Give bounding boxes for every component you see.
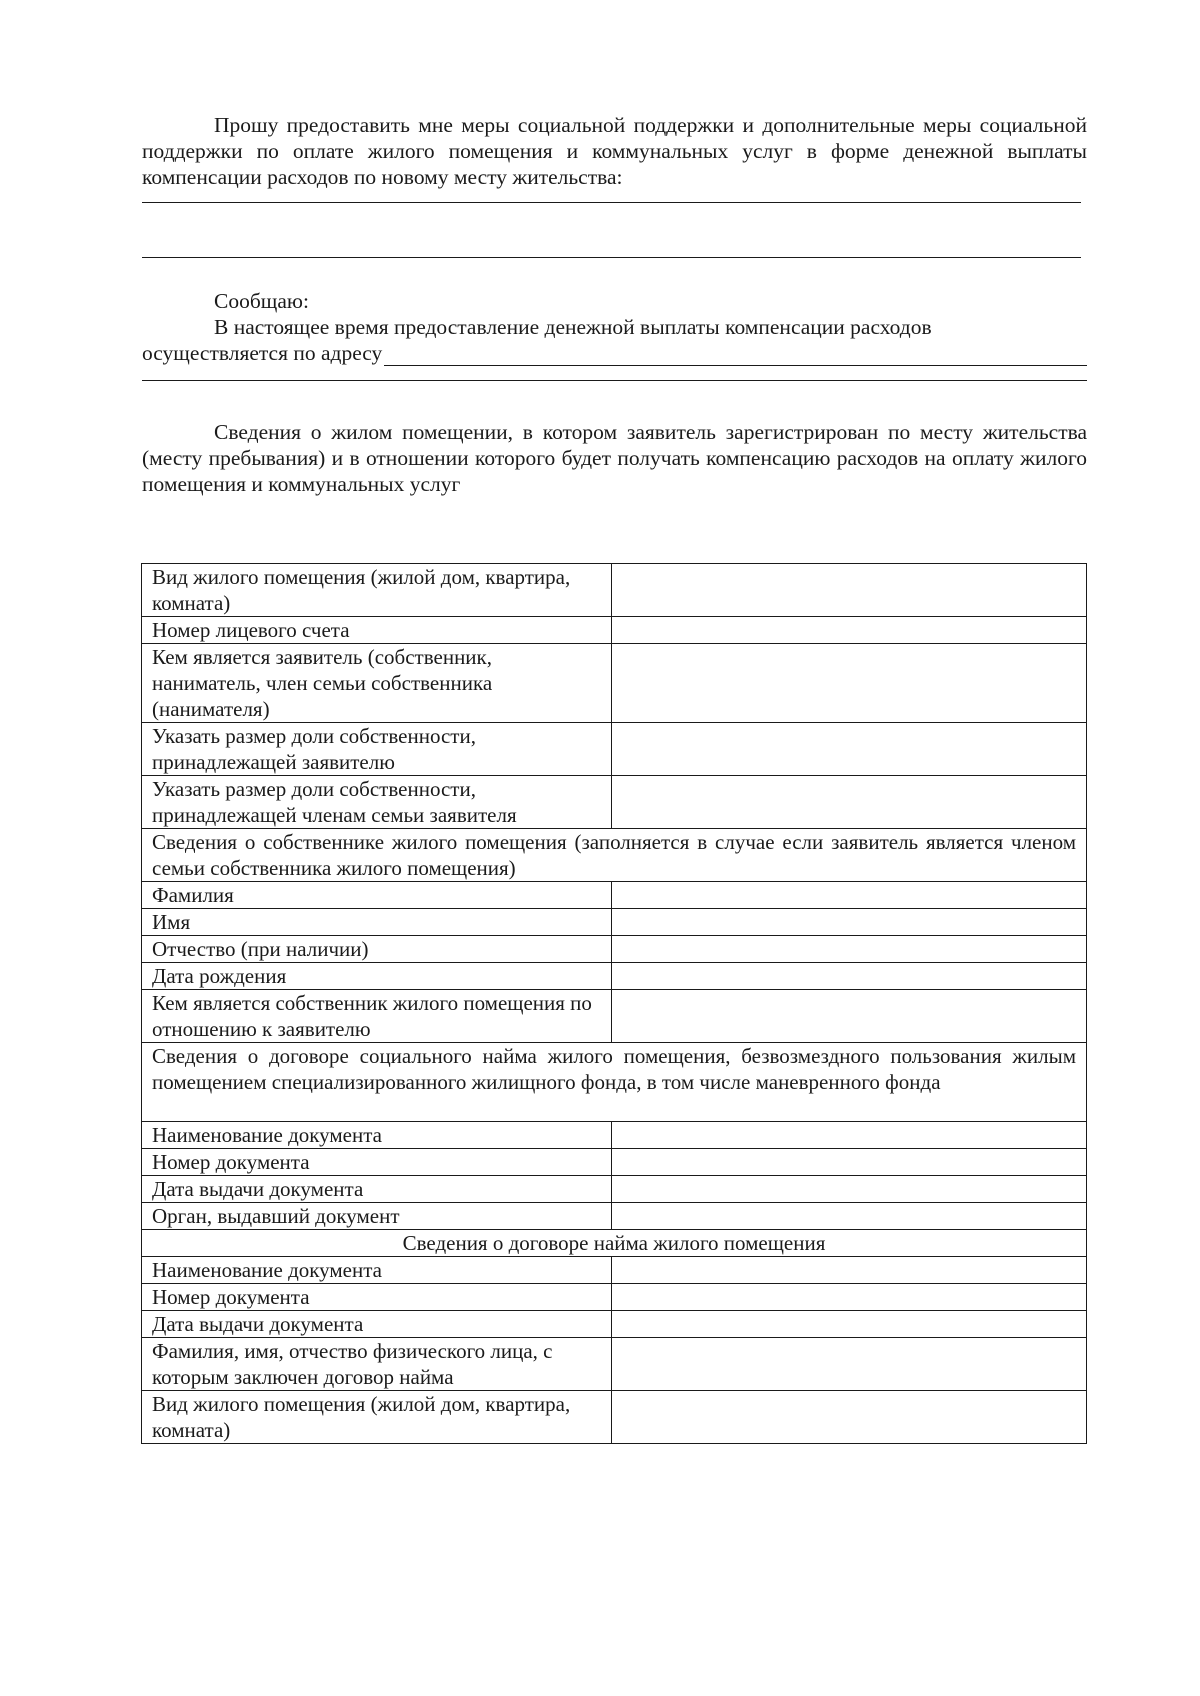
- form-body: [142, 112, 1087, 497]
- field-value-cell[interactable]: [611, 1176, 1086, 1203]
- field-label: Фамилия, имя, отчество физического лица, с которым заключен договор найма: [142, 1338, 612, 1391]
- field-label: Номер документа: [142, 1149, 612, 1176]
- field-label: Наименование документа: [142, 1122, 612, 1149]
- field-value-cell[interactable]: [611, 1338, 1086, 1391]
- field-label: Кем является заявитель (собственник, наниматель, член семьи собственника (нанимателя): [142, 644, 612, 723]
- housing-info-paragraph: Сведения о жилом помещении, в котором заявитель зарегистрирован по месту жительства (месту пребывания) и в отношении которого будет получать компенсацию расходов на оплату жилого помещения и коммунальных услуг: [142, 420, 1087, 496]
- table-row: [142, 1257, 1087, 1284]
- table-row: [142, 829, 1087, 882]
- field-value-cell[interactable]: [611, 617, 1086, 644]
- field-value-cell[interactable]: [611, 723, 1086, 776]
- field-label: Имя: [142, 909, 612, 936]
- field-label: Отчество (при наличии): [142, 936, 612, 963]
- report-paragraph: В настоящее время предоставление денежной выплаты компенсации расходов: [214, 315, 932, 339]
- current-address-label: осуществляется по адресу: [142, 341, 383, 365]
- table-row: [142, 1043, 1087, 1122]
- field-value-cell[interactable]: [611, 776, 1086, 829]
- field-value-cell[interactable]: [611, 882, 1086, 909]
- current-address-field[interactable]: [384, 345, 1087, 366]
- table-row: [142, 776, 1087, 829]
- field-value-cell[interactable]: [611, 1391, 1086, 1444]
- report-heading: Сообщаю:: [214, 289, 309, 313]
- table-row: [142, 1230, 1087, 1257]
- new-address-line-2[interactable]: [142, 257, 1081, 258]
- table-row: [142, 990, 1087, 1043]
- field-value-cell[interactable]: [611, 909, 1086, 936]
- table-row: [142, 1284, 1087, 1311]
- table-row: [142, 1176, 1087, 1203]
- field-label: Дата рождения: [142, 963, 612, 990]
- field-value-cell[interactable]: [611, 1203, 1086, 1230]
- field-label: Указать размер доли собственности, принадлежащей заявителю: [142, 723, 612, 776]
- field-value-cell[interactable]: [611, 990, 1086, 1043]
- current-address-line-2[interactable]: [142, 380, 1087, 381]
- field-label: Указать размер доли собственности, принадлежащей членам семьи заявителя: [142, 776, 612, 829]
- table-row: [142, 1203, 1087, 1230]
- field-label: Фамилия: [142, 882, 612, 909]
- request-paragraph: Прошу предоставить мне меры социальной поддержки и дополнительные меры социальной поддержки по оплате жилого помещения и коммунальных услуг в форме денежной выплаты компенсации расходов по новому месту жительства:: [142, 113, 1087, 189]
- field-label: Вид жилого помещения (жилой дом, квартира, комната): [142, 1391, 612, 1444]
- section-heading: Сведения о договоре найма жилого помещения: [142, 1230, 1087, 1257]
- table-row: [142, 1391, 1087, 1444]
- field-value-cell[interactable]: [611, 1122, 1086, 1149]
- field-label: Дата выдачи документа: [142, 1176, 612, 1203]
- housing-info-table: [141, 563, 1087, 1444]
- field-value-cell[interactable]: [611, 1284, 1086, 1311]
- table-row: [142, 909, 1087, 936]
- table-row: [142, 1338, 1087, 1391]
- table-row: [142, 1149, 1087, 1176]
- field-value-cell[interactable]: [611, 1311, 1086, 1338]
- current-address-row: [142, 340, 1087, 366]
- table-row: [142, 936, 1087, 963]
- field-label: Вид жилого помещения (жилой дом, квартира, комната): [142, 564, 612, 617]
- field-label: Дата выдачи документа: [142, 1311, 612, 1338]
- table-row: [142, 723, 1087, 776]
- table-row: [142, 963, 1087, 990]
- table-row: [142, 1122, 1087, 1149]
- field-value-cell[interactable]: [611, 1257, 1086, 1284]
- field-value-cell[interactable]: [611, 963, 1086, 990]
- field-label: Орган, выдавший документ: [142, 1203, 612, 1230]
- section-heading: Сведения о договоре социального найма жилого помещения, безвозмездного пользования жилым помещением специализированного жилищного фонда, в том числе маневренного фонда: [142, 1043, 1087, 1122]
- field-value-cell[interactable]: [611, 1149, 1086, 1176]
- field-value-cell[interactable]: [611, 936, 1086, 963]
- table-row: [142, 617, 1087, 644]
- field-label: Номер документа: [142, 1284, 612, 1311]
- field-label: Номер лицевого счета: [142, 617, 612, 644]
- field-value-cell[interactable]: [611, 644, 1086, 723]
- new-address-line-1[interactable]: [142, 202, 1081, 203]
- field-label: Наименование документа: [142, 1257, 612, 1284]
- field-value-cell[interactable]: [611, 564, 1086, 617]
- table-row: [142, 564, 1087, 617]
- section-heading: Сведения о собственнике жилого помещения (заполняется в случае если заявитель является членом семьи собственника жилого помещения): [142, 829, 1087, 882]
- field-label: Кем является собственник жилого помещения по отношению к заявителю: [142, 990, 612, 1043]
- table-row: [142, 644, 1087, 723]
- table-row: [142, 1311, 1087, 1338]
- table-row: [142, 882, 1087, 909]
